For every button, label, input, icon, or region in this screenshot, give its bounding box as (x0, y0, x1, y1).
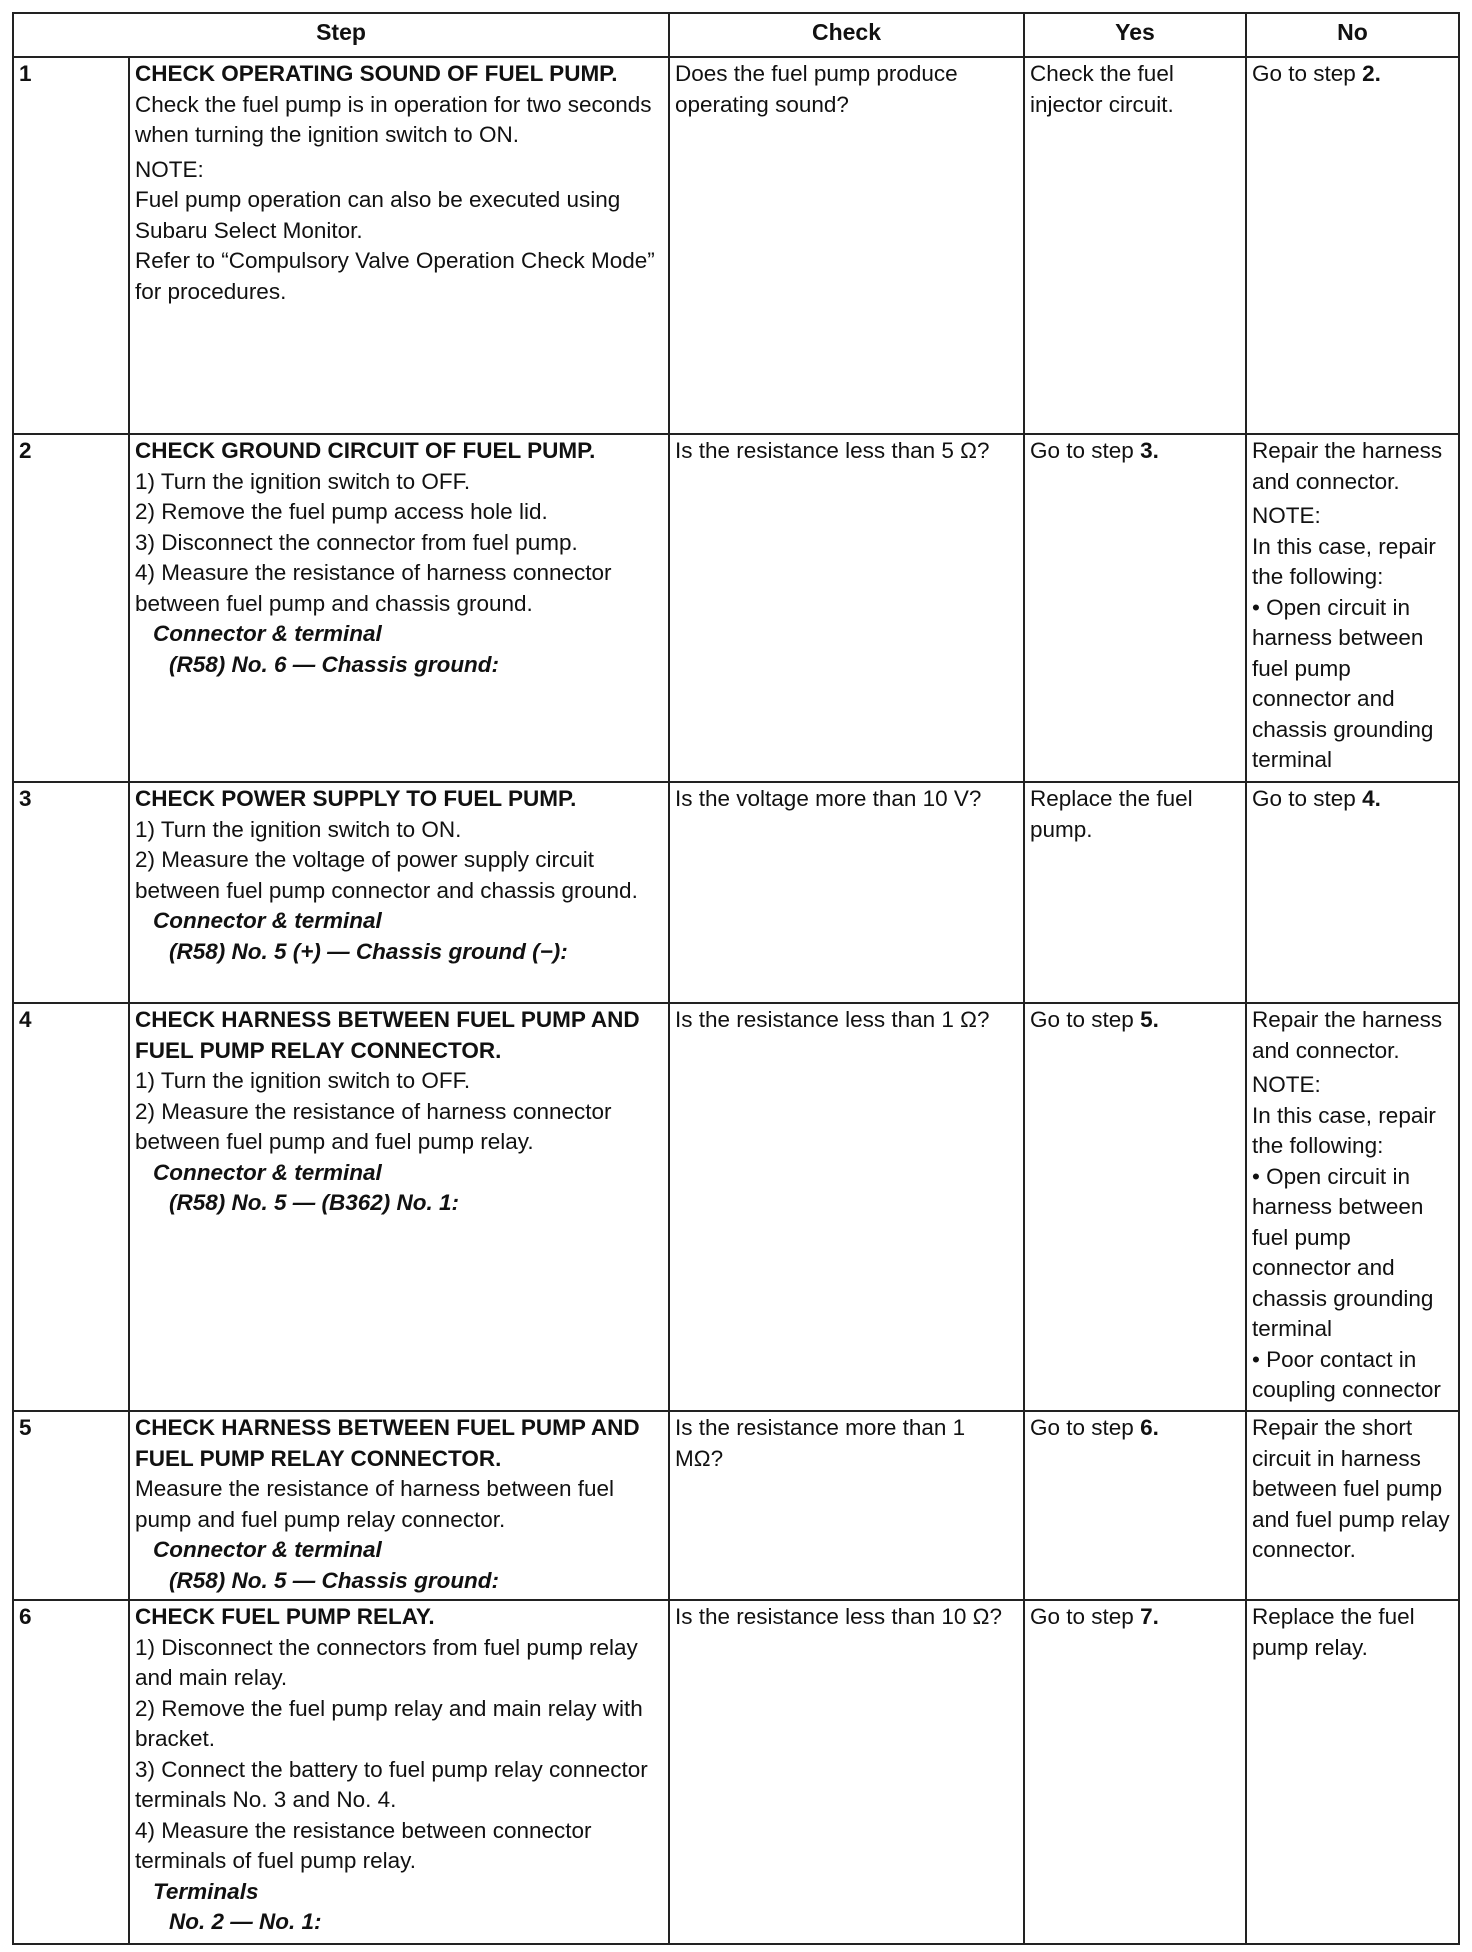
bullet-item: • Poor contact in coupling connector (1252, 1345, 1453, 1406)
step-title: CHECK POWER SUPPLY TO FUEL PUMP. (135, 786, 577, 811)
goto-step: 4. (1362, 786, 1381, 811)
step-line: Check the fuel pump is in operation for two seconds when turning the ignition switch to ON. (135, 91, 652, 147)
goto-text: Go to step (1030, 1415, 1134, 1440)
yes-cell (1024, 1411, 1246, 1600)
step-line: 2) Measure the voltage of power supply circuit between fuel pump connector and chassis ground. (135, 847, 638, 903)
step-cell (129, 1600, 669, 1944)
note-label: NOTE: (135, 156, 204, 182)
step-line: 4) Measure the resistance between connector terminals of fuel pump relay. (135, 1817, 592, 1873)
goto-step: 5. (1140, 1007, 1159, 1032)
step-line: 1) Turn the ignition switch to OFF. (135, 468, 471, 494)
note-label: NOTE: (1252, 1072, 1321, 1097)
step-cell (129, 782, 669, 1003)
yes-cell (1024, 1600, 1246, 1944)
check-cell: Is the resistance less than 1 Ω? (669, 1003, 1024, 1411)
connector-value: (R58) No. 5 — Chassis ground: (169, 1567, 500, 1593)
step-number: 1 (13, 57, 129, 434)
no-text: Repair the harness and connector. (1252, 1007, 1443, 1063)
connector-value: (R58) No. 5 (+) — Chassis ground (−): (169, 938, 568, 964)
goto-text: Go to step (1030, 1604, 1134, 1629)
step-cell (129, 1411, 669, 1600)
yes-cell (1024, 1003, 1246, 1411)
step-line: 1) Disconnect the connectors from fuel pump relay and main relay. (135, 1634, 638, 1690)
no-cell: Repair the short circuit in harness between fuel pump and fuel pump relay connector. (1246, 1411, 1459, 1600)
step-line: 1) Turn the ignition switch to OFF. (135, 1068, 471, 1093)
check-cell: Is the resistance more than 1 MΩ? (669, 1411, 1024, 1600)
step-line: 3) Disconnect the connector from fuel pump. (135, 529, 578, 555)
goto-text: Go to step (1252, 786, 1356, 811)
table-row (13, 57, 1459, 434)
step-title: CHECK FUEL PUMP RELAY. (135, 1604, 435, 1629)
note-line: In this case, repair the following: (1252, 533, 1436, 589)
header-check: Check (669, 13, 1024, 57)
step-line: 2) Measure the resistance of harness connector between fuel pump and fuel pump relay. (135, 1098, 612, 1154)
note-line: In this case, repair the following: (1252, 1102, 1436, 1158)
step-line: 3) Connect the battery to fuel pump relay connector terminals No. 3 and No. 4. (135, 1756, 648, 1812)
no-cell (1246, 57, 1459, 434)
no-cell (1246, 782, 1459, 1003)
step-title: CHECK GROUND CIRCUIT OF FUEL PUMP. (135, 438, 596, 463)
goto-step: 2. (1362, 61, 1381, 86)
step-line: 2) Remove the fuel pump access hole lid. (135, 499, 548, 524)
table-header-row (13, 13, 1459, 57)
step-number: 4 (13, 1003, 129, 1411)
goto-text: Go to step (1252, 61, 1356, 86)
no-cell: Replace the fuel pump relay. (1246, 1600, 1459, 1944)
goto-step: 6. (1140, 1415, 1159, 1440)
step-line: 2) Remove the fuel pump relay and main relay with bracket. (135, 1695, 643, 1751)
header-step: Step (13, 13, 669, 57)
connector-value: (R58) No. 5 — (B362) No. 1: (169, 1190, 460, 1215)
yes-cell (1024, 434, 1246, 782)
goto-step: 7. (1140, 1604, 1159, 1629)
step-cell (129, 1003, 669, 1411)
step-title: CHECK OPERATING SOUND OF FUEL PUMP. (135, 61, 618, 86)
yes-cell: Check the fuel injector circuit. (1024, 57, 1246, 434)
goto-text: Go to step (1030, 1007, 1134, 1032)
note-label: NOTE: (1252, 503, 1321, 528)
step-line: 4) Measure the resistance of harness connector between fuel pump and chassis ground. (135, 560, 612, 616)
table-row (13, 782, 1459, 1003)
step-cell (129, 57, 669, 434)
diagnostic-procedure-table (12, 12, 1460, 1945)
table-row (13, 1411, 1459, 1600)
step-number: 6 (13, 1600, 129, 1944)
step-number: 5 (13, 1411, 129, 1600)
terminals-label: Terminals (153, 1878, 259, 1904)
note-line: Fuel pump operation can also be executed using Subaru Select Monitor. (135, 187, 621, 243)
goto-text: Go to step (1030, 438, 1134, 463)
no-text: Repair the harness and connector. (1252, 438, 1443, 494)
step-title: CHECK HARNESS BETWEEN FUEL PUMP AND FUEL PUMP RELAY CONNECTOR. (135, 1007, 640, 1063)
step-title: CHECK HARNESS BETWEEN FUEL PUMP AND FUEL PUMP RELAY CONNECTOR. (135, 1415, 640, 1471)
table-row (13, 1600, 1459, 1944)
check-cell: Is the resistance less than 5 Ω? (669, 434, 1024, 782)
yes-cell: Replace the fuel pump. (1024, 782, 1246, 1003)
header-no: No (1246, 13, 1459, 57)
no-cell (1246, 1003, 1459, 1411)
terminals-value: No. 2 — No. 1: (169, 1909, 322, 1934)
connector-label: Connector & terminal (153, 1537, 382, 1562)
note-line: Refer to “Compulsory Valve Operation Check Mode” for procedures. (135, 248, 655, 304)
connector-label: Connector & terminal (153, 1159, 382, 1185)
connector-label: Connector & terminal (153, 621, 382, 646)
step-line: 1) Turn the ignition switch to ON. (135, 816, 462, 842)
table-row (13, 1003, 1459, 1411)
step-number: 2 (13, 434, 129, 782)
step-line: Measure the resistance of harness between fuel pump and fuel pump relay connector. (135, 1476, 615, 1532)
step-cell (129, 434, 669, 782)
goto-step: 3. (1140, 438, 1159, 463)
bullet-item: • Open circuit in harness between fuel pump connector and chassis grounding terminal (1252, 593, 1453, 776)
header-yes: Yes (1024, 13, 1246, 57)
check-cell: Does the fuel pump produce operating sound? (669, 57, 1024, 434)
table-row (13, 434, 1459, 782)
bullet-item: • Open circuit in harness between fuel pump connector and chassis grounding terminal (1252, 1162, 1453, 1345)
connector-value: (R58) No. 6 — Chassis ground: (169, 651, 500, 677)
check-cell: Is the resistance less than 10 Ω? (669, 1600, 1024, 1944)
no-cell (1246, 434, 1459, 782)
step-number: 3 (13, 782, 129, 1003)
connector-label: Connector & terminal (153, 908, 382, 933)
check-cell: Is the voltage more than 10 V? (669, 782, 1024, 1003)
